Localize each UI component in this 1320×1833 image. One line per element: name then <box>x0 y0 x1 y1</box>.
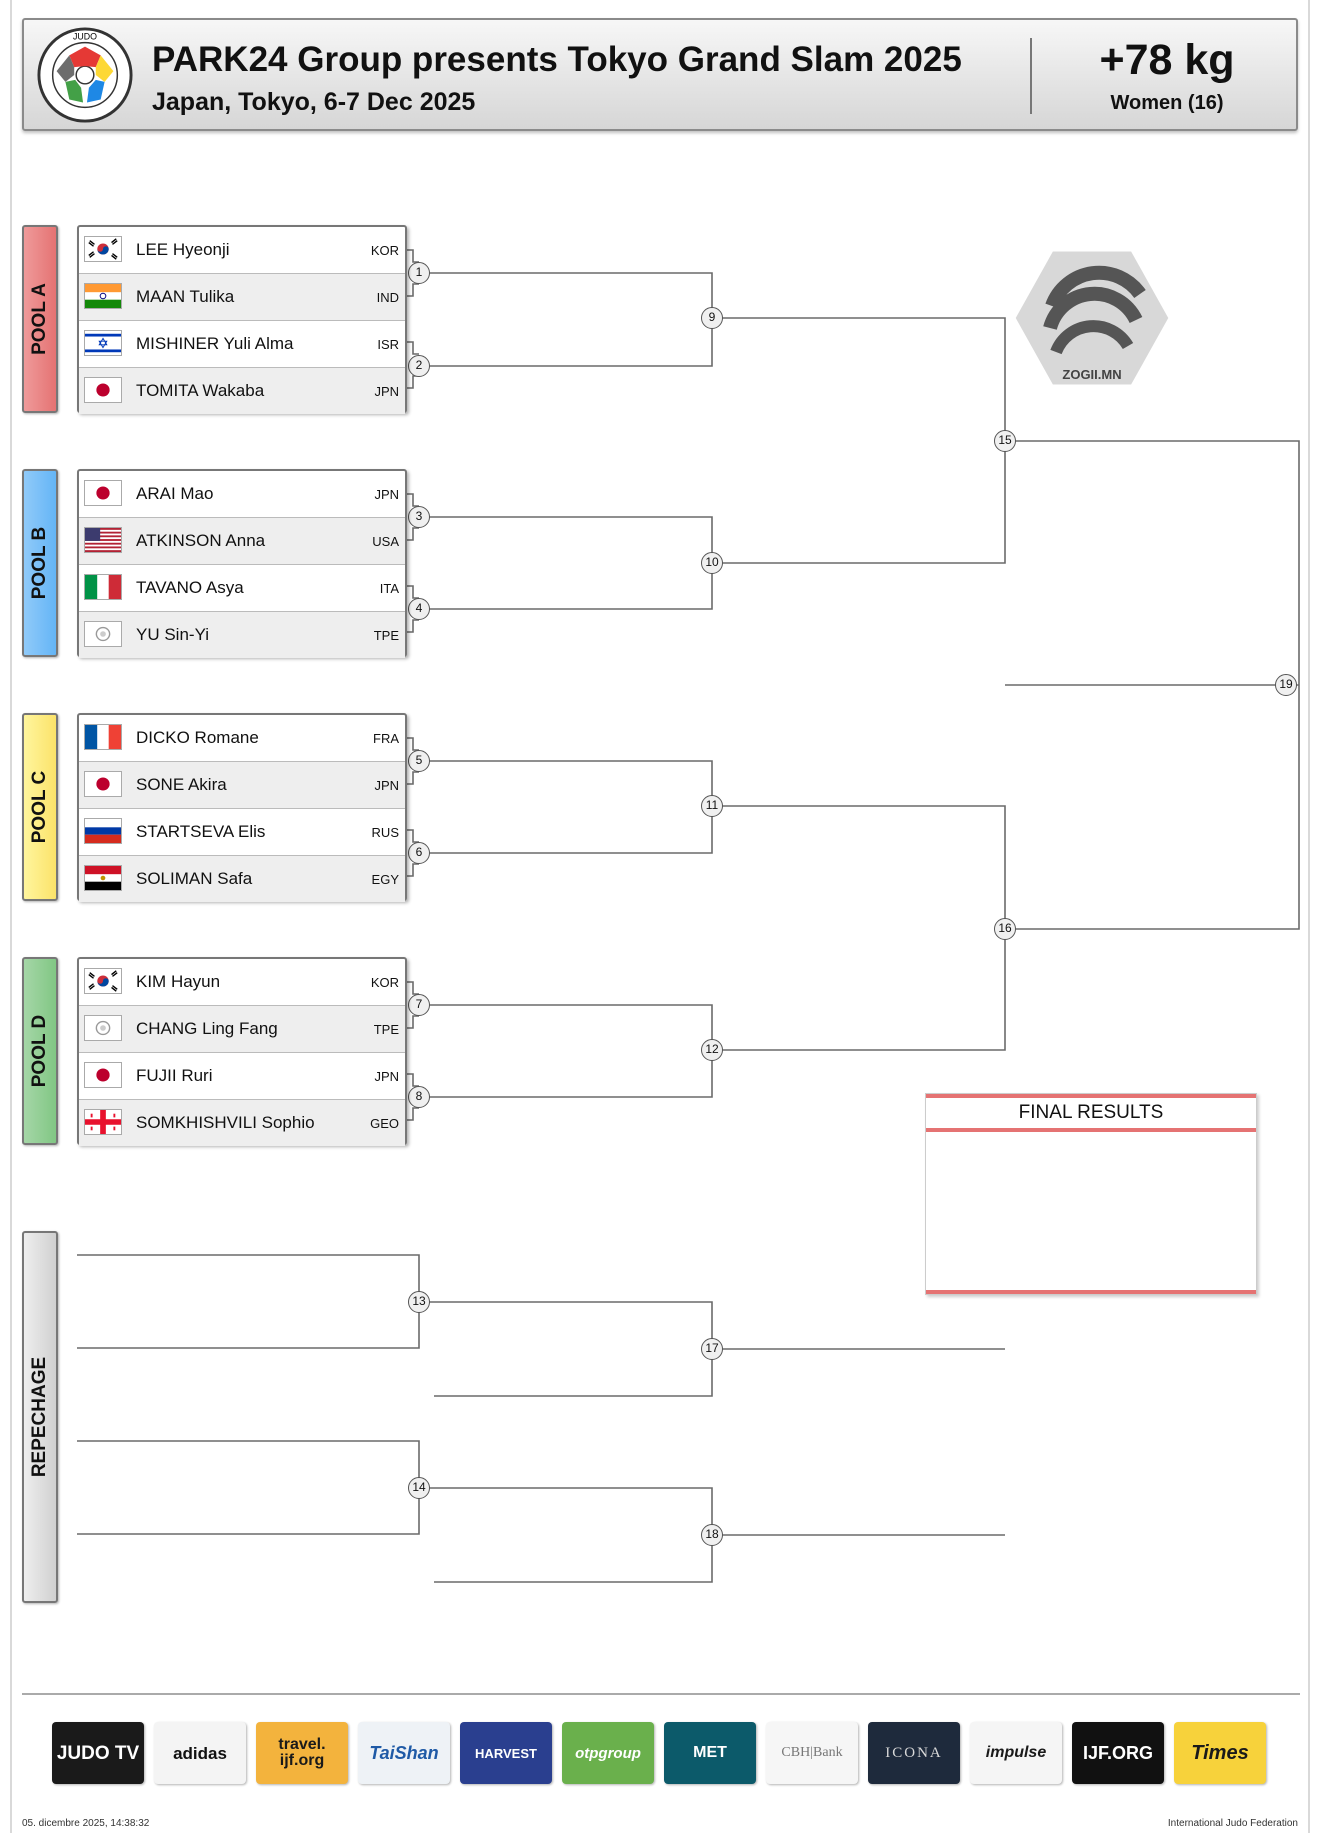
flag-kor-icon <box>84 236 122 262</box>
match-node-15: 15 <box>994 430 1016 452</box>
athlete-row[interactable] <box>79 321 405 368</box>
athlete-row[interactable] <box>79 565 405 612</box>
athlete-country: ITA <box>379 581 399 596</box>
flag-ind-icon <box>84 283 122 309</box>
athlete-row[interactable] <box>79 856 405 902</box>
footer-organization: International Judo Federation <box>1167 1818 1298 1829</box>
svg-text:ZOGII.MN: ZOGII.MN <box>1062 367 1122 382</box>
flag-egy-icon <box>84 865 122 891</box>
flag-kor-icon <box>84 968 122 994</box>
athlete-country: TPE <box>373 1022 399 1037</box>
athlete-name: SOMKHISHVILI Sophio <box>136 1113 315 1132</box>
flag-ita-icon <box>84 574 122 600</box>
athlete-name: ARAI Mao <box>136 484 214 503</box>
athlete-country: USA <box>372 534 399 549</box>
athlete-row[interactable] <box>79 1100 405 1146</box>
athlete-country: EGY <box>371 872 399 887</box>
flag-rus-icon <box>84 818 122 844</box>
left-border <box>10 0 12 1833</box>
match-node-3: 3 <box>408 506 430 528</box>
athlete-name: TOMITA Wakaba <box>136 381 265 400</box>
athlete-country: IND <box>376 290 399 305</box>
athlete-row[interactable] <box>79 518 405 565</box>
match-node-13: 13 <box>408 1291 430 1313</box>
pool-c-tab: POOL C <box>22 713 58 901</box>
sponsor-travel-ijf-logo: travel. ijf.org <box>256 1722 348 1784</box>
event-title: PARK24 Group presents Tokyo Grand Slam 2025 <box>152 40 962 79</box>
match-node-6: 6 <box>408 842 430 864</box>
athlete-row[interactable] <box>79 471 405 518</box>
flag-tpe-icon <box>84 621 122 647</box>
sponsor-harvest-logo: HARVEST <box>460 1722 552 1784</box>
athlete-name: DICKO Romane <box>136 728 259 747</box>
athlete-row[interactable] <box>79 959 405 1006</box>
athlete-name: LEE Hyeonji <box>136 240 230 259</box>
svg-text:JUDO: JUDO <box>73 31 97 42</box>
athlete-name: SONE Akira <box>136 775 227 794</box>
flag-usa-icon <box>84 527 122 553</box>
flag-geo-icon <box>84 1109 122 1135</box>
flag-tpe-icon <box>84 1015 122 1041</box>
athlete-name: MAAN Tulika <box>136 287 235 306</box>
match-node-7: 7 <box>408 994 430 1016</box>
match-node-2: 2 <box>408 355 430 377</box>
sponsor-taishan-logo: TaiShan <box>358 1722 450 1784</box>
final-results-bottom-bar <box>926 1290 1256 1294</box>
match-node-19: 19 <box>1275 674 1297 696</box>
athlete-country: GEO <box>370 1116 399 1131</box>
match-node-8: 8 <box>408 1086 430 1108</box>
match-node-4: 4 <box>408 598 430 620</box>
flag-fra-icon <box>84 724 122 750</box>
pool-b-tab: POOL B <box>22 469 58 657</box>
sponsor-otpgroup-logo: otpgroup <box>562 1722 654 1784</box>
athlete-country: JPN <box>374 487 399 502</box>
match-node-12: 12 <box>701 1039 723 1061</box>
athlete-row[interactable] <box>79 274 405 321</box>
athlete-country: ISR <box>377 337 399 352</box>
athlete-row[interactable] <box>79 1006 405 1053</box>
flag-jpn-icon <box>84 480 122 506</box>
athlete-name: YU Sin-Yi <box>136 625 210 644</box>
repechage-tab: REPECHAGE <box>22 1231 58 1603</box>
athlete-name: STARTSEVA Elis <box>136 822 266 841</box>
match-node-17: 17 <box>701 1338 723 1360</box>
pool-d <box>77 957 407 1145</box>
pool-c <box>77 713 407 901</box>
sponsor-cbh-bank-logo: CBH|Bank <box>766 1722 858 1784</box>
match-node-11: 11 <box>701 795 723 817</box>
sponsor-impulse-logo: impulse <box>970 1722 1062 1784</box>
athlete-country: JPN <box>374 778 399 793</box>
athlete-country: TPE <box>373 628 399 643</box>
athlete-row[interactable] <box>79 1053 405 1100</box>
athlete-country: FRA <box>373 731 399 746</box>
sponsor-met-logo: MET <box>664 1722 756 1784</box>
athlete-country: RUS <box>371 825 399 840</box>
event-header <box>22 18 1298 131</box>
match-node-18: 18 <box>701 1524 723 1546</box>
flag-jpn-icon <box>84 771 122 797</box>
athlete-name: FUJII Ruri <box>136 1066 213 1085</box>
gender-count: Women (16) <box>1110 92 1224 114</box>
athlete-name: SOLIMAN Safa <box>136 869 253 888</box>
flag-jpn-icon <box>84 1062 122 1088</box>
print-timestamp: 05. dicembre 2025, 14:38:32 <box>22 1818 150 1829</box>
athlete-country: KOR <box>370 243 399 258</box>
athlete-row[interactable] <box>79 612 405 658</box>
athlete-row[interactable] <box>79 762 405 809</box>
athlete-row[interactable] <box>79 715 405 762</box>
athlete-name: KIM Hayun <box>136 972 221 991</box>
match-node-5: 5 <box>408 750 430 772</box>
athlete-country: JPN <box>374 384 399 399</box>
athlete-name: TAVANO Asya <box>136 578 244 597</box>
final-results-panel <box>925 1093 1257 1295</box>
athlete-row[interactable] <box>79 368 405 414</box>
pool-b <box>77 469 407 657</box>
match-node-14: 14 <box>408 1477 430 1499</box>
footer-divider <box>22 1693 1300 1695</box>
ijf-logo-icon <box>36 26 134 124</box>
pool-a <box>77 225 407 413</box>
athlete-row[interactable] <box>79 809 405 856</box>
flag-jpn-icon <box>84 377 122 403</box>
event-location-date: Japan, Tokyo, 6-7 Dec 2025 <box>152 88 476 116</box>
zogii-brand-mark-icon <box>1012 248 1172 388</box>
sponsor-adidas-logo: adidas <box>154 1722 246 1784</box>
athlete-name: MISHINER Yuli Alma <box>136 334 294 353</box>
athlete-name: ATKINSON Anna <box>136 531 266 550</box>
final-results-title-bar <box>926 1128 1256 1132</box>
flag-isr-icon <box>84 330 122 356</box>
pool-d-tab: POOL D <box>22 957 58 1145</box>
athlete-country: KOR <box>370 975 399 990</box>
athlete-name: CHANG Ling Fang <box>136 1019 278 1038</box>
sponsor-times-logo: Times <box>1174 1722 1266 1784</box>
right-border <box>1308 0 1310 1833</box>
athlete-row[interactable] <box>79 227 405 274</box>
sponsor-icona-logo: ICONA <box>868 1722 960 1784</box>
final-results-title: FINAL RESULTS <box>1018 1102 1164 1123</box>
sponsor-ijf-org-logo: IJF.ORG <box>1072 1722 1164 1784</box>
match-node-10: 10 <box>701 552 723 574</box>
header-divider <box>1030 38 1032 114</box>
sponsor-judotv-logo: JUDO TV <box>52 1722 144 1784</box>
weight-category: +78 kg <box>1099 36 1235 84</box>
athlete-country: JPN <box>374 1069 399 1084</box>
final-results-top-bar <box>926 1094 1256 1098</box>
match-node-16: 16 <box>994 918 1016 940</box>
match-node-1: 1 <box>408 262 430 284</box>
pool-a-tab: POOL A <box>22 225 58 413</box>
match-node-9: 9 <box>701 307 723 329</box>
